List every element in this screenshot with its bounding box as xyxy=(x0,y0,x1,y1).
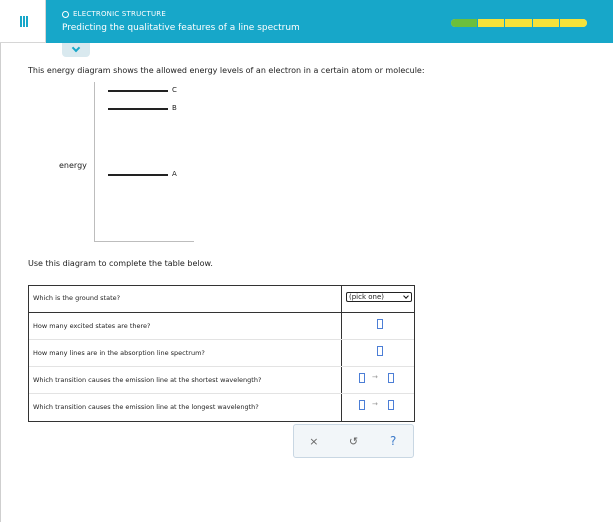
instruction-text: Use this diagram to complete the table below. xyxy=(28,259,213,268)
table-row xyxy=(29,286,414,313)
arrow-icon: → xyxy=(372,400,378,408)
menu-button[interactable] xyxy=(0,0,46,43)
absorption-lines-input[interactable] xyxy=(377,346,383,356)
page-border xyxy=(0,43,1,522)
intro-text: This energy diagram shows the allowed energy levels of an electron in a certain atom or molecule: xyxy=(28,66,425,75)
question-cell xyxy=(29,367,342,393)
progress-segment xyxy=(505,19,532,27)
question-text: Which is the ground state? xyxy=(33,294,121,302)
table-row xyxy=(29,313,414,340)
longest-to-input[interactable] xyxy=(388,400,394,410)
progress-segment-complete xyxy=(451,19,478,27)
menu-icon xyxy=(20,16,22,27)
energy-level-b xyxy=(108,108,168,110)
chevron-down-icon xyxy=(403,293,409,299)
progress-bar xyxy=(451,19,587,27)
energy-axis-base xyxy=(94,241,194,242)
energy-level-b-label: B xyxy=(172,104,177,112)
close-icon: × xyxy=(309,434,319,448)
arrow-icon: → xyxy=(372,373,378,381)
progress-segment xyxy=(533,19,560,27)
excited-states-input[interactable] xyxy=(377,319,383,329)
question-text: How many lines are in the absorption line spectrum? xyxy=(33,349,205,357)
longest-from-input[interactable] xyxy=(359,400,365,410)
question-cell xyxy=(29,340,342,366)
question-text: How many excited states are there? xyxy=(33,322,151,330)
menu-icon-bar xyxy=(26,16,28,27)
top-header xyxy=(0,0,613,43)
chevron-down-icon xyxy=(72,44,80,52)
table-row xyxy=(29,394,414,421)
answer-cell xyxy=(342,313,414,339)
answer-cell xyxy=(342,394,414,421)
collapse-button[interactable] xyxy=(62,43,90,57)
energy-level-a xyxy=(108,174,168,176)
menu-icon-bar xyxy=(23,16,25,27)
question-cell xyxy=(29,394,342,421)
shortest-from-input[interactable] xyxy=(359,373,365,383)
progress-segment-current xyxy=(478,19,505,27)
clear-button[interactable] xyxy=(299,429,329,453)
help-icon: ? xyxy=(389,434,397,448)
energy-level-c-label: C xyxy=(172,86,177,94)
question-text: Which transition causes the emission line at the longest wavelength? xyxy=(33,403,259,411)
question-cell xyxy=(29,286,342,312)
help-button[interactable] xyxy=(378,429,408,453)
answer-cell xyxy=(342,286,414,312)
ground-state-select[interactable] xyxy=(346,292,412,302)
section-label xyxy=(62,10,166,18)
question-table xyxy=(28,285,415,422)
section-name: ELECTRONIC STRUCTURE xyxy=(73,10,166,18)
answer-cell xyxy=(342,340,414,366)
select-value: (pick one) xyxy=(349,293,385,301)
answer-cell xyxy=(342,367,414,393)
table-row xyxy=(29,367,414,394)
question-cell xyxy=(29,313,342,339)
shortest-to-input[interactable] xyxy=(388,373,394,383)
progress-segment xyxy=(560,19,587,27)
question-text: Which transition causes the emission line at the shortest wavelength? xyxy=(33,376,262,384)
undo-icon: ↺ xyxy=(348,434,359,448)
energy-axis xyxy=(94,82,95,241)
page-title: Predicting the qualitative features of a line spectrum xyxy=(62,23,300,33)
undo-button[interactable] xyxy=(338,429,368,453)
energy-level-a-label: A xyxy=(172,170,177,178)
circle-icon xyxy=(62,11,69,18)
answer-toolbar xyxy=(293,424,414,458)
energy-axis-label: energy xyxy=(59,161,87,170)
energy-level-c xyxy=(108,90,168,92)
table-row xyxy=(29,340,414,367)
